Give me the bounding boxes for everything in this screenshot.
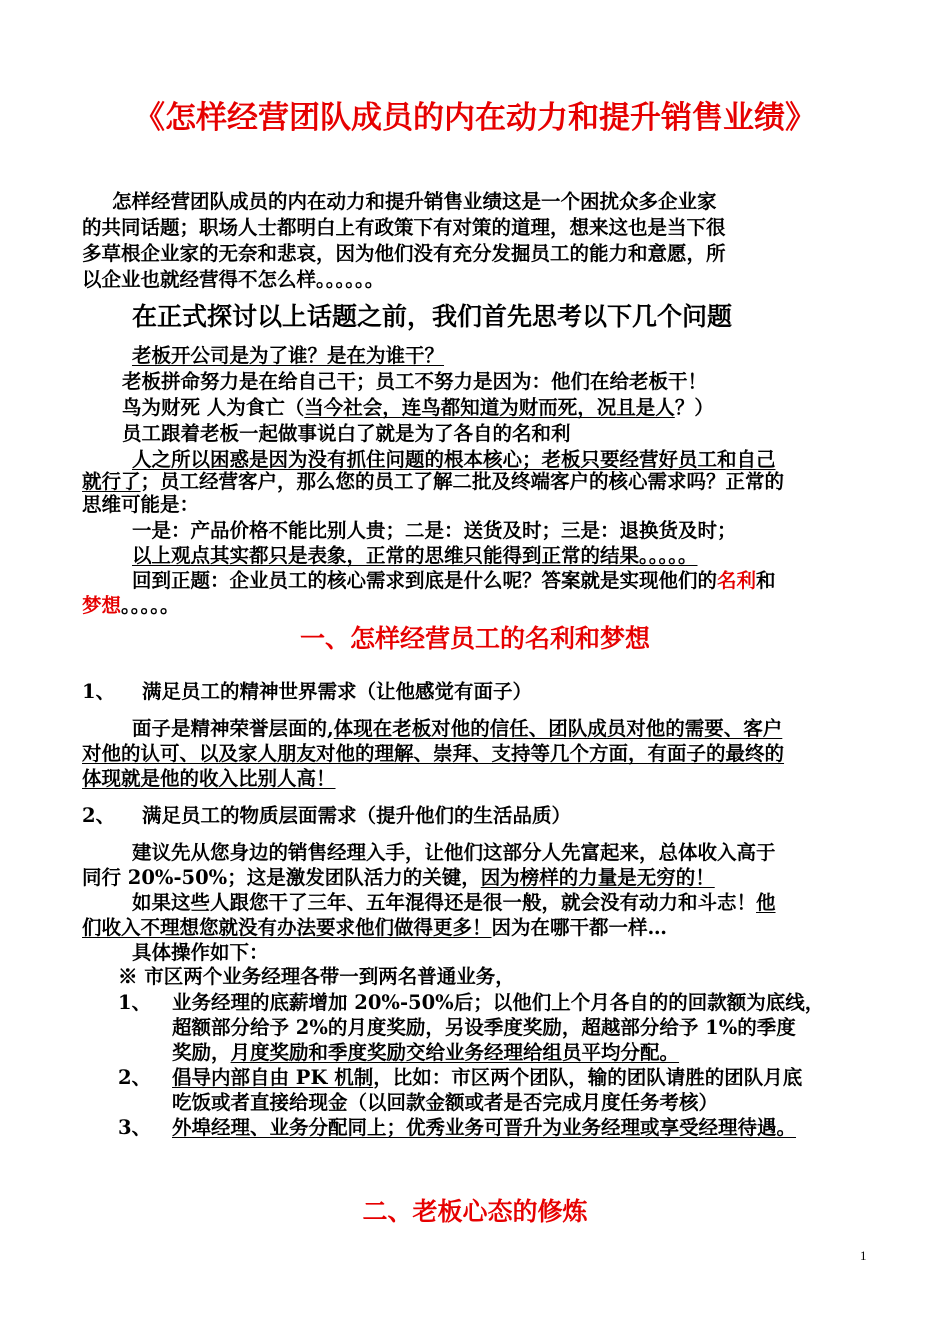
item-2-para-3: 具体操作如下：: [132, 941, 269, 964]
question-7: 以上观点其实都只是表象，正常的思维只能得到正常的结果。。。。。: [132, 544, 698, 567]
item-2-title: 满足员工的物质层面需求（提升他们的生活品质）: [142, 804, 572, 827]
sub-item-1-line-1: 业务经理的底薪增加 20%-50%后；以他们上个月各自的的回款额为底线，: [172, 991, 825, 1014]
sub-heading: 在正式探讨以上话题之前，我们首先思考以下几个问题: [132, 302, 733, 331]
sub-item-2-line-2: 吃饭或者直接给现金（以回款金额或者是否完成月度任务考核）: [172, 1091, 719, 1114]
question-6: 一是：产品价格不能比别人贵；二是：送货及时；三是：退换货及时；: [132, 519, 737, 542]
question-8-line-1: 回到正题：企业员工的核心需求到底是什么呢？答案就是实现他们的名利和: [132, 569, 776, 592]
page-number: 1: [860, 1248, 867, 1263]
item-1-line-2: 对他的认可、以及家人朋友对他的理解、崇拜、支持等几个方面，有面子的最终的: [82, 742, 785, 765]
item-1-line-3: 体现就是他的收入比别人高！: [82, 767, 336, 790]
item-2-para-4: ※ 市区两个业务经理各带一到两名普通业务，: [118, 965, 515, 988]
sub-item-1-line-2: 超额部分给予 2%的月度奖励，另设季度奖励，超越部分给予 1%的季度: [172, 1016, 796, 1039]
question-2: 老板拼命努力是在给自己干；员工不努力是因为：他们在给老板干！: [122, 370, 708, 393]
sub-item-1-line-3: 奖励，月度奖励和季度奖励交给业务经理给组员平均分配。: [172, 1041, 680, 1064]
sub-item-3-number: 3、: [118, 1116, 152, 1139]
sub-item-3-line-1: 外埠经理、业务分配同上；优秀业务可晋升为业务经理或享受经理待遇。: [172, 1116, 797, 1139]
sub-item-2-line-1: 倡导内部自由 PK 机制，比如：市区两个团队，输的团队请胜的团队月底: [172, 1066, 803, 1089]
item-2-para-1-line-2: 同行 20%-50%；这是激发团队活力的关键，因为榜样的力量是无穷的！: [82, 866, 715, 889]
question-1: 老板开公司是为了谁？是在为谁干？: [132, 344, 445, 367]
item-1-number: 1、: [82, 680, 116, 703]
sub-item-1-number: 1、: [118, 991, 152, 1014]
item-2-number: 2、: [82, 804, 116, 827]
intro-line-2: 的共同话题；职场人士都明白上有政策下有对策的道理，想来这也是当下很: [82, 216, 726, 239]
intro-line-4: 以企业也就经营得不怎么样。。。。。。: [82, 268, 385, 291]
question-5-line-3: 思维可能是：: [82, 493, 200, 516]
item-2-para-2-line-2: 们收入不理想您就没有办法要求他们做得更多！因为在哪干都一样…: [82, 916, 668, 939]
question-8-line-2: 梦想。。。。。: [82, 594, 180, 617]
item-2-para-2-line-1: 如果这些人跟您干了三年、五年混得还是很一般，就会没有动力和斗志！他: [132, 891, 776, 914]
question-4: 员工跟着老板一起做事说白了就是为了各自的名和利: [122, 422, 571, 445]
question-3: 鸟为财死 人为食亡（当今社会，连鸟都知道为财而死，况且是人？）: [122, 396, 714, 419]
intro-line-3: 多草根企业家的无奈和悲哀，因为他们没有充分发掘员工的能力和意愿，所: [82, 242, 726, 265]
item-1-title: 满足员工的精神世界需求（让他感觉有面子）: [142, 680, 533, 703]
intro-line-1: 怎样经营团队成员的内在动力和提升销售业绩这是一个困扰众多企业家: [112, 190, 717, 213]
section-2-heading: 二、老板心态的修炼: [362, 1197, 588, 1226]
question-5-line-2: 就行了；员工经营客户，那么您的员工了解二批及终端客户的核心需求吗？正常的: [82, 470, 785, 493]
item-1-line-1: 面子是精神荣誉层面的,体现在老板对他的信任、团队成员对他的需要、客户: [132, 717, 783, 740]
question-5-line-1: 人之所以困惑是因为没有抓住问题的根本核心；老板只要经营好员工和自己: [132, 448, 776, 471]
item-2-para-1-line-1: 建议先从您身边的销售经理入手，让他们这部分人先富起来，总体收入高于: [132, 841, 776, 864]
section-1-heading: 一、怎样经营员工的名利和梦想: [299, 624, 650, 653]
sub-item-2-number: 2、: [118, 1066, 152, 1089]
document-title: 《怎样经营团队成员的内在动力和提升销售业绩》: [134, 100, 816, 136]
